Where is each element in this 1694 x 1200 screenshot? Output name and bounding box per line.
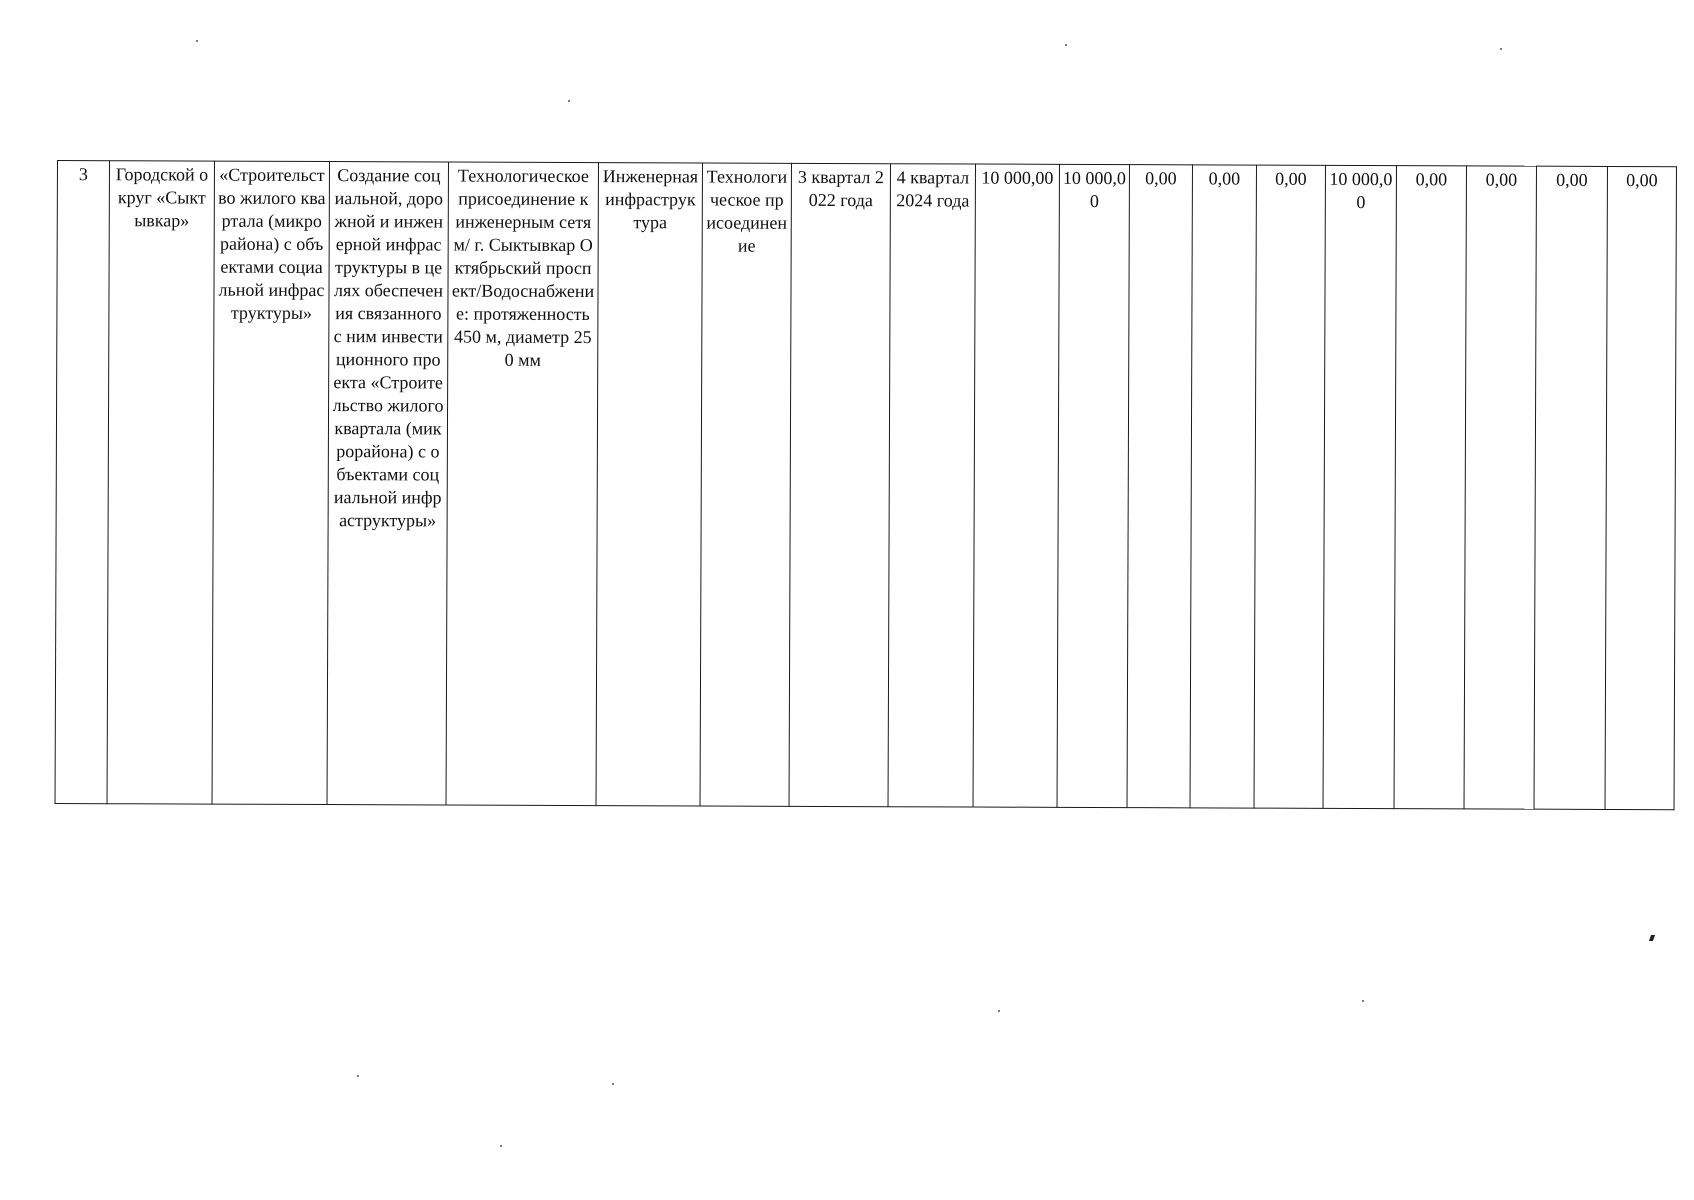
- project-table: [55, 160, 1677, 810]
- scan-speck: [1362, 1000, 1364, 1002]
- cell-amount-3: 0,00: [1190, 165, 1256, 808]
- cell-infrastructure-type: Инженерная инфраструктура: [596, 163, 702, 806]
- cell-end-date: 4 квартал 2024 года: [888, 164, 975, 807]
- scan-speck: [357, 1075, 359, 1077]
- scan-speck: [998, 1010, 1000, 1012]
- cell-project-name: «Строительство жилого квартала (микрорайона) с объектами социальной инфраструктуры»: [212, 161, 329, 804]
- scan-speck: [612, 1083, 614, 1085]
- cell-amount-2: 0,00: [1127, 165, 1192, 808]
- cell-amount-4: 0,00: [1254, 165, 1325, 808]
- table-row: [55, 161, 1676, 810]
- scan-speck: [1065, 44, 1067, 46]
- scan-mark: [1649, 935, 1655, 941]
- cell-amount-5: 10 000,00: [1323, 165, 1396, 808]
- cell-amount-9: 0,00: [1605, 166, 1676, 809]
- cell-amount-total: 10 000,00: [973, 164, 1059, 807]
- cell-amount-6: 0,00: [1394, 166, 1466, 809]
- scan-speck: [1500, 48, 1502, 50]
- cell-amount-7: 0,00: [1464, 166, 1536, 809]
- scan-speck: [500, 1145, 502, 1147]
- cell-work-type: Технологическое присоединение: [700, 163, 791, 806]
- cell-object-description: Технологическое присоединение к инженерным сетям/ г. Сыктывкар Октябрьский проспект/Водоснабжение: протяженность 450 м, диаметр 250 мм: [446, 162, 598, 806]
- cell-goal: Создание социальной, дорожной и инженерной инфраструктуры в целях обеспечения связанного с ним инвестиционного проекта «Строительство жилого квартала (микрорайона) с объектами социальной инфраструктуры»: [327, 162, 448, 805]
- cell-start-date: 3 квартал 2022 года: [789, 163, 890, 806]
- scan-speck: [196, 40, 198, 42]
- cell-amount-8: 0,00: [1534, 166, 1607, 809]
- cell-municipality: Городской округ «Сыктывкар»: [107, 161, 214, 804]
- scan-speck: [568, 100, 570, 102]
- cell-number: 3: [55, 161, 109, 804]
- cell-amount-1: 10 000,00: [1057, 164, 1129, 807]
